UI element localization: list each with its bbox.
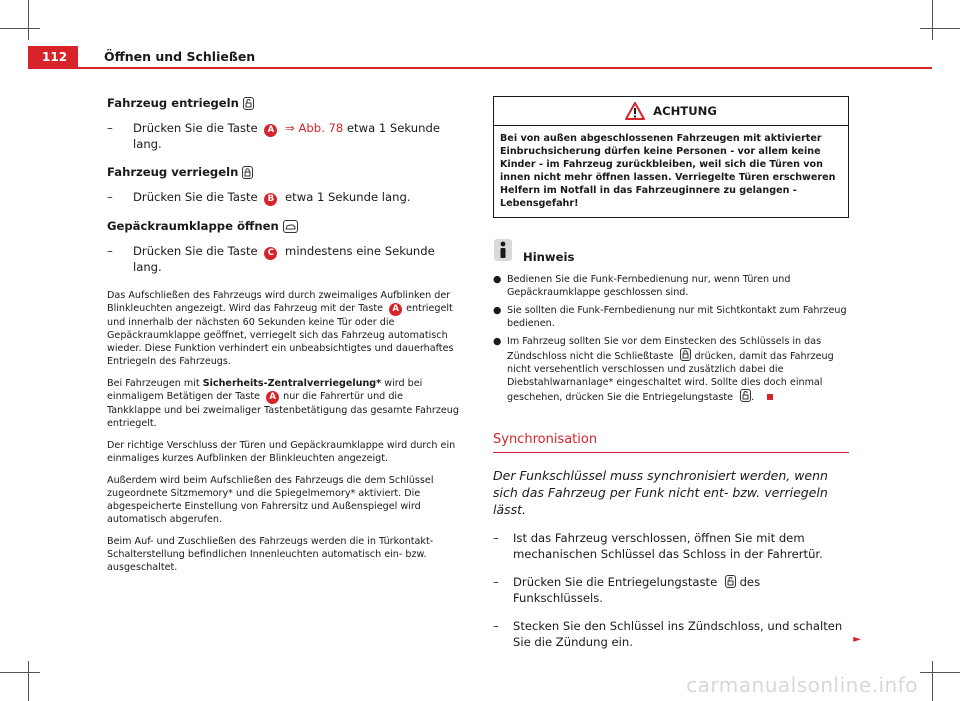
lock-step bbox=[107, 190, 459, 206]
crop-mark bbox=[932, 661, 933, 701]
note-item: ● Bedienen Sie die Funk-Fernbedienung nur, wenn Türen und Gepäckraumklappe geschlossen sind. bbox=[493, 274, 791, 298]
button-c-badge: C bbox=[264, 247, 277, 260]
chapter-title: Öffnen und Schließen bbox=[104, 49, 256, 64]
bullet-dot: ● bbox=[493, 305, 502, 316]
dash: – bbox=[493, 575, 499, 589]
paragraph-unlock-signal: Das Aufschließen des Fahrzeugs wird durch zweimaliges Aufblinken der Blinkleuchten angezeigt. Wird das Fahrzeug mit der Taste A entriegelt und innerhalb der nächsten 60 Sekunden keine Tür oder die Gepäckraumklappe geöffnet, verriegelt sich das Fahrzeug automatisch wieder. Diese Funktion verhindert ein unbeabsichtigtes und dauerhaftes Entriegeln des Fahrzeugs. bbox=[107, 290, 454, 367]
trunk-step-pre: Drücken Sie die Taste bbox=[133, 244, 258, 258]
section-end-marker bbox=[767, 394, 773, 400]
continue-arrow-icon: ► bbox=[853, 634, 861, 645]
paragraph-interior-lights: Beim Auf- und Zuschließen des Fahrzeugs werden die in Türkontakt-Schalterstellung befindlichen Innenleuchten automatisch ein- bzw. ausgeschaltet. bbox=[107, 536, 434, 573]
crop-mark bbox=[932, 0, 933, 40]
crop-mark bbox=[920, 672, 960, 673]
central-locking-term: Sicherheits-Zentralverriegelung* bbox=[202, 378, 382, 389]
crop-mark bbox=[28, 0, 29, 40]
paragraph-central-locking: Bei Fahrzeugen mit Sicherheits-Zentralverriegelung* wird bei einmaligem Betätigen der Taste A nur die Fahrertür und die Tankklappe und bei zweimaliger Tastenbetätigung das gesamte Fahrzeug entriegelt. bbox=[107, 378, 459, 429]
warning-text: Bei von außen abgeschlossenen Fahrzeugen mit aktivierter Einbruchsicherung dürfen keine Personen - vor allem keine Kinder - im Fahrzeug zurückbleiben, weil sich die Türen von innen nicht mehr öffnen lassen. Verriegelte Türen erschweren Helfern im Notfall in das Fahrzeuginnere zu gelangen - Lebensgefahr! bbox=[500, 133, 836, 209]
dash: – bbox=[107, 190, 113, 204]
paragraph-lock-signal: Der richtige Verschluss der Türen und Gepäckraumklappe wird durch ein einmaliges kurzes Aufblinken der Blinkleuchten angezeigt. bbox=[107, 440, 456, 464]
unlock-step-pre: Drücken Sie die Taste bbox=[133, 121, 258, 135]
lock-key-icon bbox=[242, 166, 253, 179]
warning-box bbox=[493, 96, 849, 218]
dash: – bbox=[107, 121, 113, 135]
info-note-icon bbox=[493, 238, 513, 262]
bullet-dot: ● bbox=[493, 336, 502, 347]
watermark: carmanualsonline.info bbox=[686, 673, 918, 697]
lock-key-icon bbox=[680, 348, 691, 361]
unlock-heading-text: Fahrzeug entriegeln bbox=[107, 96, 239, 110]
dash: – bbox=[493, 619, 499, 633]
right-column bbox=[493, 96, 861, 650]
left-column bbox=[107, 96, 459, 583]
lock-heading bbox=[107, 165, 459, 180]
trunk-car-icon bbox=[283, 220, 298, 233]
unlock-key-icon bbox=[725, 575, 736, 588]
lock-step-pre: Drücken Sie die Taste bbox=[133, 190, 258, 204]
unlock-step-post: etwa 1 Sekunde lang. bbox=[133, 121, 440, 151]
trunk-heading bbox=[107, 219, 459, 234]
lock-heading-text: Fahrzeug verriegeln bbox=[107, 165, 239, 179]
dash: – bbox=[493, 531, 499, 545]
page-number: 112 bbox=[28, 46, 78, 68]
note-item: ● Sie sollten die Funk-Fernbedienung nur mit Sichtkontakt zum Fahrzeug bedienen. bbox=[493, 305, 847, 329]
header-rule bbox=[28, 67, 932, 69]
figure-link[interactable]: ⇒ Abb. 78 bbox=[285, 121, 344, 135]
crop-mark bbox=[28, 661, 29, 701]
warning-title: ACHTUNG bbox=[653, 104, 717, 118]
unlock-key-icon bbox=[740, 389, 751, 402]
crop-mark bbox=[0, 672, 40, 673]
button-b-badge: B bbox=[264, 193, 277, 206]
bullet-dot: ● bbox=[493, 274, 502, 285]
warning-triangle-icon bbox=[625, 102, 645, 120]
sync-step: – Drücken Sie die Entriegelungstaste des Funkschlüssels. bbox=[493, 575, 761, 605]
trunk-step-post: mindestens eine Sekunde lang. bbox=[133, 244, 435, 274]
warning-header bbox=[494, 97, 848, 126]
unlock-step bbox=[107, 121, 459, 152]
sync-step: – Stecken Sie den Schlüssel ins Zündschloss, und schalten Sie die Zündung ein. ► bbox=[493, 619, 861, 649]
sync-lead: Der Funkschlüssel muss synchronisiert werden, wenn sich das Fahrzeug per Funk nicht ent- bzw. verriegeln lässt. bbox=[493, 468, 828, 517]
dash: – bbox=[107, 244, 113, 258]
button-a-badge: A bbox=[389, 303, 402, 316]
trunk-heading-text: Gepäckraumklappe öffnen bbox=[107, 219, 279, 233]
button-a-badge: A bbox=[264, 124, 277, 137]
crop-mark bbox=[920, 28, 960, 29]
trunk-step bbox=[107, 244, 459, 275]
sync-step: – Ist das Fahrzeug verschlossen, öffnen Sie mit dem mechanischen Schlüssel das Schloss in der Fahrertür. bbox=[493, 531, 823, 561]
unlock-heading bbox=[107, 96, 459, 111]
lock-step-post: etwa 1 Sekunde lang. bbox=[285, 190, 411, 204]
button-a-badge: A bbox=[266, 391, 279, 404]
unlock-key-icon bbox=[243, 97, 254, 110]
paragraph-memory: Außerdem wird beim Aufschließen des Fahrzeugs die dem Schlüssel zugeordnete Sitzmemory* und die Spiegelmemory* aktiviert. Die abgespeicherte Einstellung von Fahrersitz und Außenspiegel wird automatisch abgerufen. bbox=[107, 475, 434, 525]
note-item: ● Im Fahrzeug sollten Sie vor dem Einstecken des Schlüssels in das Zündschloss nicht die Schließtaste drücken, damit das Fahrzeug nicht versehentlich verschlossen und zusätzlich dabei die Diebstahlwarnanlage* eingeschaltet wird. Sollte dies doch einmal geschehen, drücken Sie die Entriegelungstaste . bbox=[493, 336, 834, 403]
sync-heading: Synchronisation bbox=[493, 432, 849, 453]
crop-mark bbox=[0, 28, 40, 29]
note-header bbox=[493, 236, 849, 264]
note-title: Hinweis bbox=[523, 250, 575, 264]
